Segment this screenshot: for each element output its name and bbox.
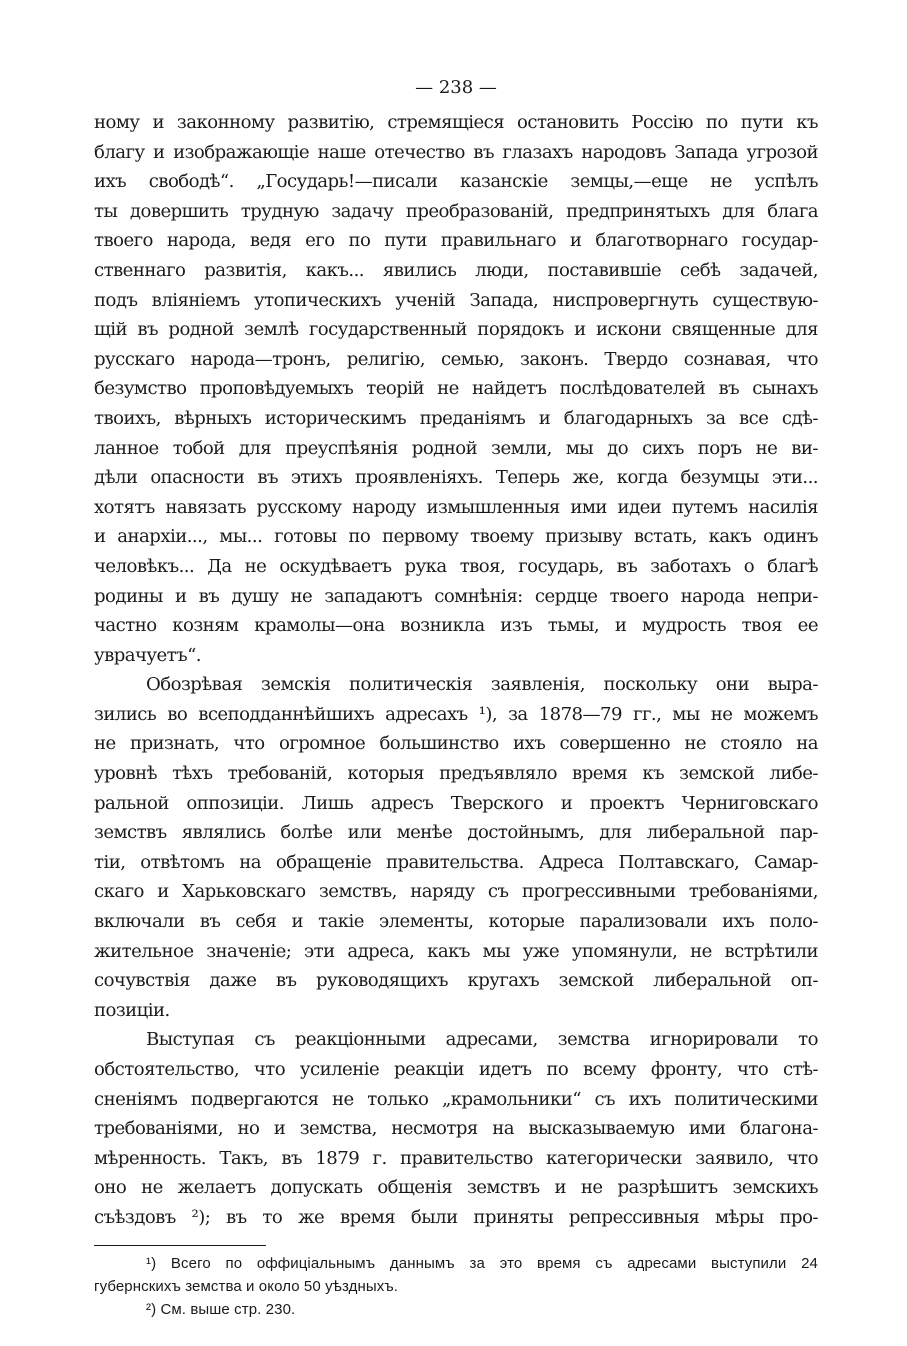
book-page xyxy=(94,74,818,1321)
text-line: уврачуетъ“. xyxy=(94,644,201,666)
text-line: ты довершить трудную задачу преобразованій, предпринятыхъ для блага xyxy=(94,200,818,222)
text-line: безумство проповѣдуемыхъ теорій не найдетъ послѣдователей въ сынахъ xyxy=(94,378,818,400)
text-line: скаго и Харьковскаго земствъ, наряду съ прогрессивными требованіями, xyxy=(94,881,818,903)
footnote-line: губернскихъ земства и около 50 уѣздныхъ. xyxy=(94,1277,399,1295)
text-line: ихъ свободѣ“. „Государь!—писали казанскіе земцы,—еще не успѣлъ xyxy=(94,171,818,193)
text-line: твоего народа, ведя его по пути правильнаго и благотворнаго государ- xyxy=(94,230,818,252)
footnote-2 xyxy=(94,1298,818,1321)
paragraph-3 xyxy=(94,1025,818,1232)
text-line: сочувствія даже въ руководящихъ кругахъ земской либеральной оп- xyxy=(94,970,818,992)
text-line: ственнаго развитія, какъ... явились люди, поставившіе себѣ задачей, xyxy=(94,259,818,281)
text-line: русскаго народа—тронъ, религію, семью, законъ. Твердо сознавая, что xyxy=(94,348,818,370)
text-line: уровнѣ тѣхъ требованій, которыя предъявляло время къ земской либе- xyxy=(94,763,818,785)
text-line: тіи, отвѣтомъ на обращеніе правительства. Адреса Полтавскаго, Самар- xyxy=(94,851,818,873)
footnotes xyxy=(94,1252,818,1321)
text-line: съѣздовъ ²); въ то же время были приняты репрессивныя мѣры про- xyxy=(94,1206,818,1228)
main-text xyxy=(94,108,818,1233)
text-line: твоихъ, вѣрныхъ историческимъ преданіямъ и благодарныхъ за все сдѣ- xyxy=(94,407,818,429)
text-line: человѣкъ... Да не оскудѣваетъ рука твоя, государь, въ заботахъ о благѣ xyxy=(94,555,818,577)
text-line: сненіямъ подвергаются не только „крамольники“ съ ихъ политическими xyxy=(94,1088,818,1110)
text-line: родины и въ душу не западаютъ сомнѣнія: сердце твоего народа непри- xyxy=(94,585,818,607)
text-line: обстоятельство, что усиленіе реакціи идетъ по всему фронту, что стѣ- xyxy=(94,1059,818,1080)
footnote-1 xyxy=(94,1252,818,1298)
footnote-divider xyxy=(94,1245,266,1246)
text-line: щій въ родной землѣ государственный порядокъ и искони священные для xyxy=(94,319,818,341)
text-line: ланное тобой для преуспѣянія родной земли, мы до сихъ поръ не ви- xyxy=(94,437,818,459)
text-line: частно козням крамолы—она возникла изъ тьмы, и мудрость твоя ее xyxy=(94,615,818,637)
text-line: хотятъ навязать русскому народу измышленныя ими идеи путемъ насилія xyxy=(94,496,818,518)
text-line: Выступая съ реакціонными адресами, земства игнорировали то xyxy=(146,1029,818,1051)
paragraph-2 xyxy=(94,670,818,1025)
text-line: и анархіи..., мы... готовы по первому твоему призыву встать, какъ одинъ xyxy=(94,526,818,548)
text-line: зились во всеподданнѣйшихъ адресахъ ¹), за 1878—79 гг., мы не можемъ xyxy=(94,703,818,725)
text-line: мѣренность. Такъ, въ 1879 г. правительство категорически заявило, что xyxy=(94,1147,818,1169)
text-line: не признать, что огромное большинство ихъ совершенно не стояло на xyxy=(94,733,818,755)
text-line: подъ вліяніемъ утопическихъ ученій Запада, ниспровергнуть существую- xyxy=(94,289,818,311)
text-line: земствъ являлись болѣе или менѣе достойнымъ, для либеральной пар- xyxy=(94,822,818,844)
text-line: требованіями, но и земства, несмотря на высказываемую ими благона- xyxy=(94,1118,818,1140)
text-line: оно не желаетъ допускать общенія земствъ и не разрѣшитъ земскихъ xyxy=(94,1177,818,1199)
paragraph-1 xyxy=(94,108,818,670)
text-line: ральной оппозиціи. Лишь адресъ Тверского и проектъ Черниговскаго xyxy=(94,792,818,814)
text-line: дѣли опасности въ этихъ проявленіяхъ. Теперь же, когда безумцы эти... xyxy=(94,467,818,489)
text-line: ному и законному развитію, стремящіеся остановить Россію по пути къ xyxy=(94,112,818,133)
footnote-line: ²) См. выше стр. 230. xyxy=(146,1300,296,1318)
text-line: Обозрѣвая земскія политическія заявленія, поскольку они выра- xyxy=(146,674,818,696)
text-line: включали въ себя и такіе элементы, которые парализовали ихъ поло- xyxy=(94,911,818,933)
text-line: позиціи. xyxy=(94,999,170,1021)
text-line: жительное значеніе; эти адреса, какъ мы уже упомянули, не встрѣтили xyxy=(94,940,818,962)
page-number: — 238 — xyxy=(415,77,497,98)
text-line: благу и изображающіе наше отечество въ глазахъ народовъ Запада угрозой xyxy=(94,141,818,163)
footnote-line: ¹) Всего по оффиціальнымъ даннымъ за это время съ адресами выступили 24 xyxy=(146,1254,818,1272)
